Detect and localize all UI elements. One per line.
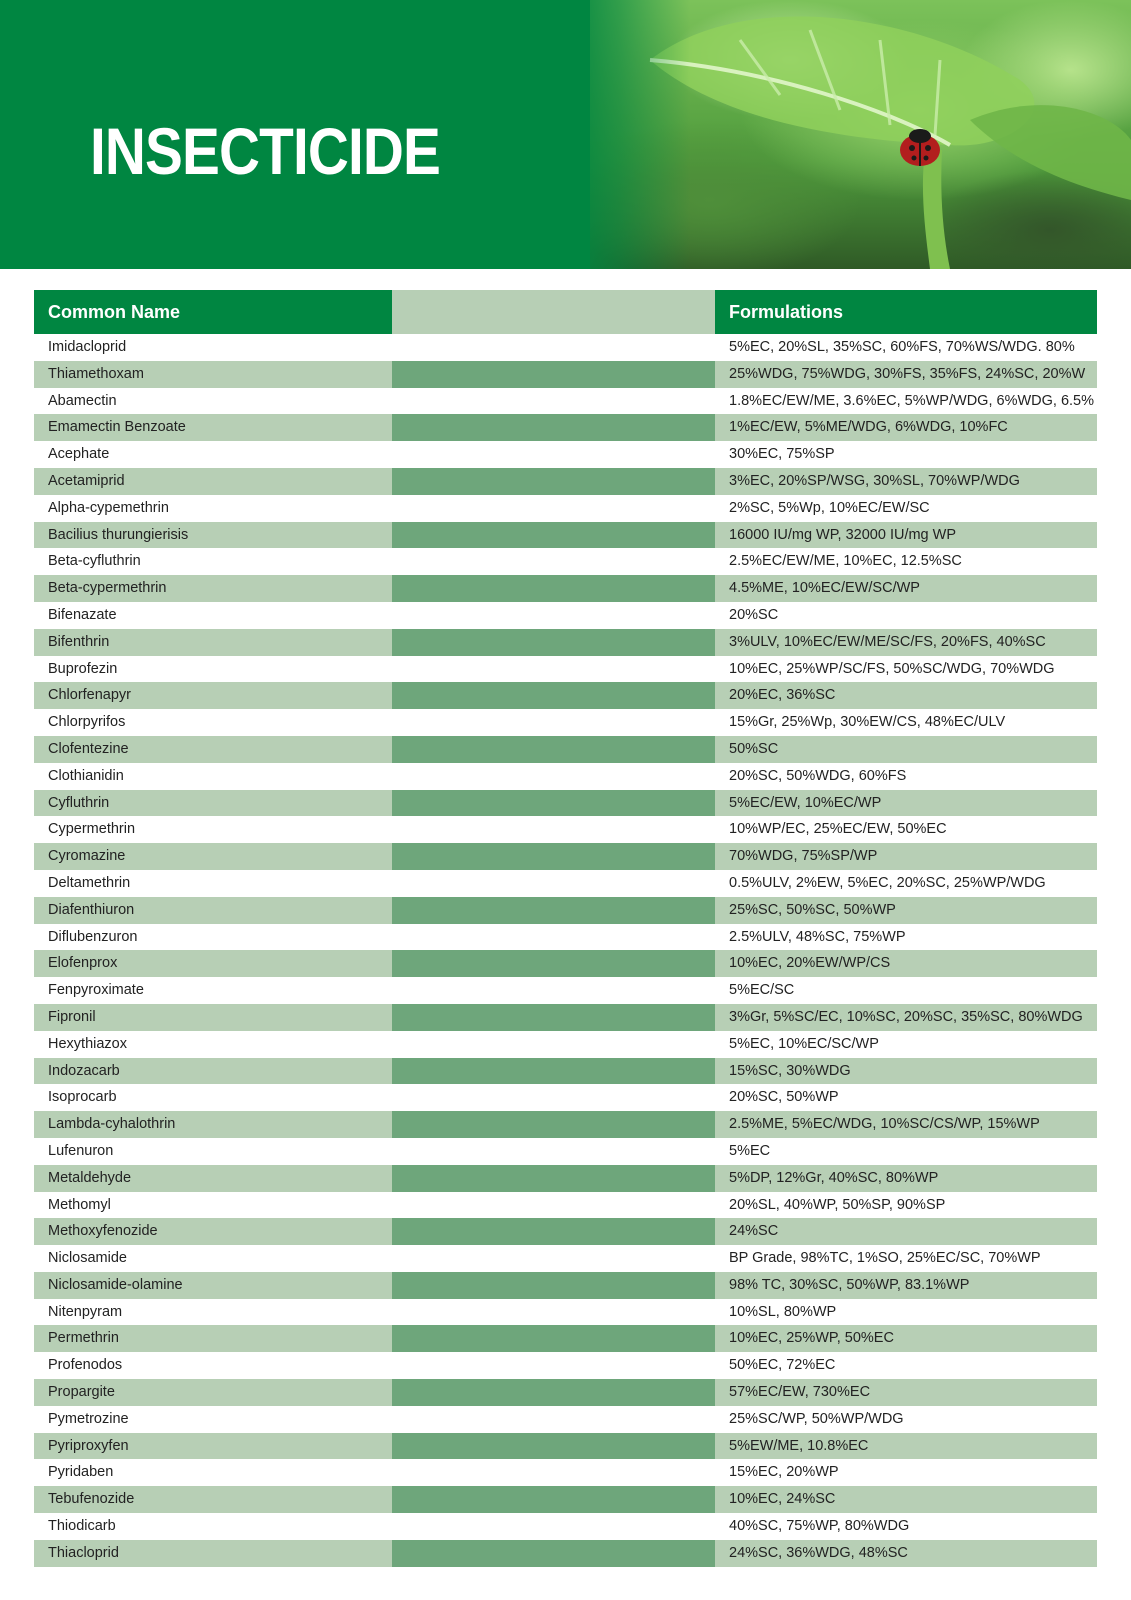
common-name-cell: Pymetrozine <box>48 1410 129 1427</box>
common-name-cell: Hexythiazox <box>48 1035 127 1052</box>
common-name-cell: Propargite <box>34 1379 392 1406</box>
common-name-cell: Clofentezine <box>34 736 392 763</box>
formulations-cell: 16000 IU/mg WP, 32000 IU/mg WP <box>715 522 1097 549</box>
column-header-formulations: Formulations <box>715 290 1097 334</box>
formulations-cell: 30%EC, 75%SP <box>729 446 835 463</box>
blank-cell <box>392 897 715 924</box>
common-name-cell: Cyromazine <box>34 843 392 870</box>
blank-cell <box>392 924 715 951</box>
formulations-cell: 15%Gr, 25%Wp, 30%EW/CS, 48%EC/ULV <box>729 714 1006 731</box>
common-name-cell: Thiodicarb <box>48 1518 116 1535</box>
blank-cell <box>392 843 715 870</box>
table-row <box>34 602 1097 629</box>
formulations-cell: 15%SC, 30%WDG <box>715 1058 1097 1085</box>
table-row <box>34 1245 1097 1272</box>
table-row <box>34 575 1097 602</box>
blank-cell <box>392 656 715 683</box>
common-name-cell: Indozacarb <box>34 1058 392 1085</box>
table-row <box>34 388 1097 415</box>
formulations-cell: 1.8%EC/EW/ME, 3.6%EC, 5%WP/WDG, 6%WDG, 6.5% <box>729 392 1094 409</box>
blank-cell <box>392 950 715 977</box>
common-name-cell: Diafenthiuron <box>34 897 392 924</box>
table-row <box>34 441 1097 468</box>
table-row <box>34 414 1097 441</box>
table-row <box>34 1540 1097 1567</box>
table-row <box>34 1459 1097 1486</box>
table-row <box>34 950 1097 977</box>
table-row <box>34 736 1097 763</box>
formulations-cell: 57%EC/EW, 730%EC <box>715 1379 1097 1406</box>
table-row <box>34 1272 1097 1299</box>
blank-cell <box>392 1165 715 1192</box>
formulations-cell: 10%EC, 25%WP/SC/FS, 50%SC/WDG, 70%WDG <box>729 660 1055 677</box>
formulations-cell: 20%EC, 36%SC <box>715 682 1097 709</box>
common-name-cell: Methomyl <box>48 1196 111 1213</box>
common-name-cell: Methoxyfenozide <box>34 1218 392 1245</box>
blank-cell <box>392 1486 715 1513</box>
formulations-cell: 3%EC, 20%SP/WSG, 30%SL, 70%WP/WDG <box>715 468 1097 495</box>
blank-cell <box>392 763 715 790</box>
blank-cell <box>392 468 715 495</box>
common-name-cell: Profenodos <box>48 1357 123 1374</box>
common-name-cell: Bifenazate <box>48 606 117 623</box>
common-name-cell: Niclosamide-olamine <box>34 1272 392 1299</box>
common-name-cell: Tebufenozide <box>34 1486 392 1513</box>
common-name-cell: Fenpyroximate <box>48 982 144 999</box>
blank-cell <box>392 441 715 468</box>
common-name-cell: Fipronil <box>34 1004 392 1031</box>
formulations-cell: 98% TC, 30%SC, 50%WP, 83.1%WP <box>715 1272 1097 1299</box>
blank-cell <box>392 1433 715 1460</box>
table-row <box>34 1031 1097 1058</box>
common-name-cell: Lambda-cyhalothrin <box>34 1111 392 1138</box>
blank-cell <box>392 870 715 897</box>
table-row <box>34 1192 1097 1219</box>
table-row <box>34 1299 1097 1326</box>
table-header <box>34 290 1097 334</box>
blank-cell <box>392 1299 715 1326</box>
table-row <box>34 1004 1097 1031</box>
table-row <box>34 1084 1097 1111</box>
banner-fade <box>560 0 690 269</box>
blank-cell <box>392 629 715 656</box>
blank-cell <box>392 682 715 709</box>
common-name-cell: Bacilius thurungierisis <box>34 522 392 549</box>
common-name-cell: Beta-cypermethrin <box>34 575 392 602</box>
formulations-cell: 15%EC, 20%WP <box>729 1464 839 1481</box>
formulations-cell: 5%EC/SC <box>729 982 795 999</box>
blank-cell <box>392 1379 715 1406</box>
common-name-cell: Nitenpyram <box>48 1303 123 1320</box>
formulations-cell: 20%SC, 50%WDG, 60%FS <box>729 767 907 784</box>
common-name-cell: Acephate <box>48 446 110 463</box>
formulations-cell: 3%Gr, 5%SC/EC, 10%SC, 20%SC, 35%SC, 80%WDG <box>715 1004 1097 1031</box>
formulations-cell: 2.5%ULV, 48%SC, 75%WP <box>729 928 906 945</box>
formulations-cell: 24%SC <box>715 1218 1097 1245</box>
formulations-cell: 3%ULV, 10%EC/EW/ME/SC/FS, 20%FS, 40%SC <box>715 629 1097 656</box>
table-row <box>34 1513 1097 1540</box>
table-row <box>34 1406 1097 1433</box>
table-body <box>34 334 1097 1567</box>
formulations-cell: 50%EC, 72%EC <box>729 1357 836 1374</box>
blank-cell <box>392 1459 715 1486</box>
blank-cell <box>392 1540 715 1567</box>
common-name-cell: Elofenprox <box>34 950 392 977</box>
table-row <box>34 790 1097 817</box>
table-row <box>34 656 1097 683</box>
blank-cell <box>392 522 715 549</box>
formulations-cell: 5%EC/EW, 10%EC/WP <box>715 790 1097 817</box>
table-row <box>34 522 1097 549</box>
formulations-cell: 20%SC, 50%WP <box>729 1089 839 1106</box>
blank-cell <box>392 709 715 736</box>
blank-cell <box>392 361 715 388</box>
table-row <box>34 1486 1097 1513</box>
table-row <box>34 1352 1097 1379</box>
blank-cell <box>392 1352 715 1379</box>
table-row <box>34 1111 1097 1138</box>
blank-cell <box>392 1192 715 1219</box>
common-name-cell: Diflubenzuron <box>48 928 138 945</box>
common-name-cell: Thiamethoxam <box>34 361 392 388</box>
common-name-cell: Chlorpyrifos <box>48 714 126 731</box>
formulations-cell: 5%EW/ME, 10.8%EC <box>715 1433 1097 1460</box>
common-name-cell: Bifenthrin <box>34 629 392 656</box>
common-name-cell: Cypermethrin <box>48 821 136 838</box>
table-row <box>34 897 1097 924</box>
common-name-cell: Deltamethrin <box>48 874 131 891</box>
formulations-cell: 0.5%ULV, 2%EW, 5%EC, 20%SC, 25%WP/WDG <box>729 874 1046 891</box>
formulations-cell: 10%EC, 20%EW/WP/CS <box>715 950 1097 977</box>
blank-cell <box>392 1245 715 1272</box>
blank-cell <box>392 1138 715 1165</box>
blank-cell <box>392 1058 715 1085</box>
blank-cell <box>392 1084 715 1111</box>
table-row <box>34 1433 1097 1460</box>
common-name-cell: Pyriproxyfen <box>34 1433 392 1460</box>
common-name-cell: Permethrin <box>34 1325 392 1352</box>
table-row <box>34 468 1097 495</box>
common-name-cell: Clothianidin <box>48 767 124 784</box>
blank-cell <box>392 575 715 602</box>
common-name-cell: Abamectin <box>48 392 117 409</box>
blank-cell <box>392 1218 715 1245</box>
blank-cell <box>392 1513 715 1540</box>
table-row <box>34 1218 1097 1245</box>
formulations-cell: 20%SL, 40%WP, 50%SP, 90%SP <box>729 1196 946 1213</box>
formulations-cell: 5%EC, 20%SL, 35%SC, 60%FS, 70%WS/WDG. 80% <box>729 339 1075 355</box>
table-row <box>34 334 1097 361</box>
formulations-cell: 24%SC, 36%WDG, 48%SC <box>715 1540 1097 1567</box>
common-name-cell: Lufenuron <box>48 1142 114 1159</box>
formulations-cell: 20%SC <box>729 606 779 623</box>
common-name-cell: Isoprocarb <box>48 1089 117 1106</box>
blank-cell <box>392 1004 715 1031</box>
common-name-cell: Chlorfenapyr <box>34 682 392 709</box>
blank-cell <box>392 334 715 361</box>
table-row <box>34 548 1097 575</box>
common-name-cell: Emamectin Benzoate <box>34 414 392 441</box>
blank-cell <box>392 602 715 629</box>
table-row <box>34 709 1097 736</box>
insecticide-table <box>34 290 1097 1567</box>
formulations-cell: 25%SC/WP, 50%WP/WDG <box>729 1410 904 1427</box>
table-row <box>34 977 1097 1004</box>
formulations-cell: 10%EC, 25%WP, 50%EC <box>715 1325 1097 1352</box>
header-banner <box>0 0 1131 269</box>
table-row <box>34 1138 1097 1165</box>
common-name-cell: Alpha-cypemethrin <box>48 499 169 516</box>
common-name-cell: Cyfluthrin <box>34 790 392 817</box>
formulations-cell: 2.5%ME, 5%EC/WDG, 10%SC/CS/WP, 15%WP <box>715 1111 1097 1138</box>
formulations-cell: 5%EC <box>729 1142 771 1159</box>
formulations-cell: 70%WDG, 75%SP/WP <box>715 843 1097 870</box>
formulations-cell: 5%DP, 12%Gr, 40%SC, 80%WP <box>715 1165 1097 1192</box>
formulations-cell: 10%WP/EC, 25%EC/EW, 50%EC <box>729 821 947 838</box>
blank-cell <box>392 495 715 522</box>
formulations-cell: 10%SL, 80%WP <box>729 1303 837 1320</box>
column-header-common-name: Common Name <box>34 290 392 334</box>
blank-cell <box>392 816 715 843</box>
common-name-cell: Beta-cyfluthrin <box>48 553 141 570</box>
formulations-cell: 50%SC <box>715 736 1097 763</box>
common-name-cell: Thiacloprid <box>34 1540 392 1567</box>
common-name-cell: Buprofezin <box>48 660 118 677</box>
blank-cell <box>392 790 715 817</box>
common-name-cell: Niclosamide <box>48 1250 127 1267</box>
table-row <box>34 816 1097 843</box>
blank-cell <box>392 977 715 1004</box>
formulations-cell: 1%EC/EW, 5%ME/WDG, 6%WDG, 10%FC <box>715 414 1097 441</box>
formulations-cell: 40%SC, 75%WP, 80%WDG <box>729 1518 910 1535</box>
table-row <box>34 361 1097 388</box>
formulations-cell: 4.5%ME, 10%EC/EW/SC/WP <box>715 575 1097 602</box>
formulations-cell: 10%EC, 24%SC <box>715 1486 1097 1513</box>
table-row <box>34 843 1097 870</box>
table-row <box>34 1379 1097 1406</box>
table-row <box>34 870 1097 897</box>
common-name-cell: Acetamiprid <box>34 468 392 495</box>
table-row <box>34 1058 1097 1085</box>
table-row <box>34 495 1097 522</box>
blank-cell <box>392 388 715 415</box>
blank-cell <box>392 1406 715 1433</box>
common-name-cell: Imidacloprid <box>48 339 127 355</box>
blank-cell <box>392 414 715 441</box>
blank-cell <box>392 1111 715 1138</box>
blank-cell <box>392 1272 715 1299</box>
common-name-cell: Metaldehyde <box>34 1165 392 1192</box>
blank-cell <box>392 736 715 763</box>
column-header-blank <box>392 290 715 334</box>
formulations-cell: 2.5%EC/EW/ME, 10%EC, 12.5%SC <box>729 553 962 570</box>
formulations-cell: BP Grade, 98%TC, 1%SO, 25%EC/SC, 70%WP <box>729 1250 1041 1267</box>
blank-cell <box>392 1031 715 1058</box>
common-name-cell: Pyridaben <box>48 1464 114 1481</box>
page-title: INSECTICIDE <box>90 114 441 188</box>
formulations-cell: 25%WDG, 75%WDG, 30%FS, 35%FS, 24%SC, 20%W <box>715 361 1097 388</box>
table-row <box>34 763 1097 790</box>
table-row <box>34 682 1097 709</box>
table-row <box>34 924 1097 951</box>
formulations-cell: 2%SC, 5%Wp, 10%EC/EW/SC <box>729 499 930 516</box>
blank-cell <box>392 1325 715 1352</box>
formulations-cell: 5%EC, 10%EC/SC/WP <box>729 1035 879 1052</box>
formulations-cell: 25%SC, 50%SC, 50%WP <box>715 897 1097 924</box>
table-row <box>34 1165 1097 1192</box>
table-row <box>34 629 1097 656</box>
blank-cell <box>392 548 715 575</box>
table-row <box>34 1325 1097 1352</box>
